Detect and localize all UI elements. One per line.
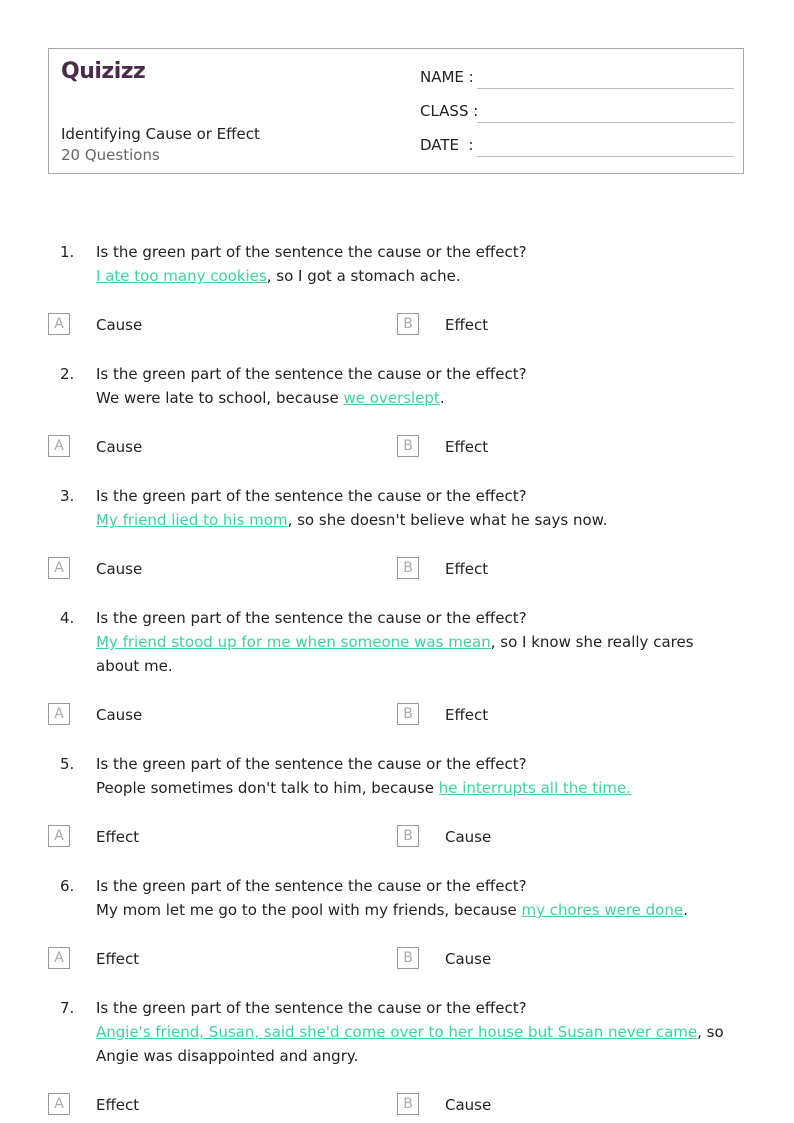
- sentence-post: .: [683, 901, 688, 919]
- date-field[interactable]: [420, 136, 734, 158]
- option-label: Effect: [445, 316, 489, 334]
- option-letter-box: A: [48, 825, 70, 847]
- option-label: Cause: [445, 828, 492, 846]
- option-letter-box: A: [48, 947, 70, 969]
- sentence-post: .: [439, 389, 445, 407]
- option-label: Cause: [96, 316, 143, 334]
- question-prompt: Is the green part of the sentence the cause or the effect?: [96, 487, 527, 505]
- option-label: Cause: [445, 1096, 492, 1114]
- option-label: Effect: [96, 950, 140, 968]
- question-number: 3.: [60, 487, 75, 505]
- option-letter-box: B: [397, 1093, 419, 1115]
- option-label: Effect: [96, 828, 140, 846]
- class-label: CLASS :: [420, 102, 479, 120]
- question-prompt: Is the green part of the sentence the cause or the effect?: [96, 877, 527, 895]
- option-letter-box: B: [397, 435, 419, 457]
- sentence-pre: People sometimes don't talk to him, because: [96, 779, 439, 797]
- date-line[interactable]: [477, 156, 734, 157]
- question-number: 7.: [60, 999, 75, 1017]
- highlighted-part: my chores were done: [521, 901, 684, 919]
- question-prompt: Is the green part of the sentence the cause or the effect?: [96, 609, 527, 627]
- option-letter-box: B: [397, 703, 419, 725]
- question-prompt: Is the green part of the sentence the cause or the effect?: [96, 999, 527, 1017]
- highlighted-part: My friend stood up for me when someone was mean: [96, 633, 491, 651]
- question-number: 1.: [60, 243, 75, 261]
- sentence-post: , so I got a stomach ache.: [266, 267, 461, 285]
- highlighted-part: we overslept: [343, 389, 440, 407]
- question-prompt: Is the green part of the sentence the cause or the effect?: [96, 365, 527, 383]
- sentence-pre: We were late to school, because: [96, 389, 344, 407]
- highlighted-part: My friend lied to his mom: [96, 511, 288, 529]
- question-text: [96, 874, 736, 922]
- sentence-post: , so Angie was disappointed and angry.: [96, 1023, 724, 1065]
- sentence-pre: My mom let me go to the pool with my friends, because: [96, 901, 522, 919]
- option-label: Effect: [96, 1096, 140, 1114]
- option-letter-box: A: [48, 435, 70, 457]
- option-letter-box: A: [48, 557, 70, 579]
- option-letter-box: A: [48, 1093, 70, 1115]
- highlighted-part: he interrupts all the time.: [438, 779, 631, 797]
- option-label: Cause: [445, 950, 492, 968]
- option-letter-box: B: [397, 825, 419, 847]
- question-text: [96, 362, 736, 410]
- question-text: [96, 606, 736, 678]
- class-line[interactable]: [477, 122, 734, 123]
- sentence-post: , so I know she really cares about me.: [96, 633, 694, 675]
- name-line[interactable]: [477, 88, 734, 89]
- option-label: Cause: [96, 706, 143, 724]
- question-text: [96, 996, 736, 1068]
- question-text: [96, 752, 736, 800]
- highlighted-part: I ate too many cookies: [96, 267, 267, 285]
- highlighted-part: Angie's friend, Susan, said she'd come over to her house but Susan never came: [96, 1023, 698, 1041]
- option-label: Effect: [445, 706, 489, 724]
- name-field[interactable]: [420, 68, 734, 90]
- option-label: Cause: [96, 560, 143, 578]
- option-letter-box: A: [48, 313, 70, 335]
- option-letter-box: B: [397, 313, 419, 335]
- question-count: 20 Questions: [61, 146, 160, 164]
- option-label: Effect: [445, 438, 489, 456]
- option-label: Effect: [445, 560, 489, 578]
- question-number: 6.: [60, 877, 75, 895]
- option-letter-box: A: [48, 703, 70, 725]
- question-text: [96, 484, 736, 532]
- name-label: NAME :: [420, 68, 474, 86]
- date-label: DATE :: [420, 136, 474, 154]
- quizizz-logo: Quizizz: [61, 59, 146, 84]
- question-prompt: Is the green part of the sentence the cause or the effect?: [96, 243, 527, 261]
- option-letter-box: B: [397, 557, 419, 579]
- sentence-post: , so she doesn't believe what he says now.: [287, 511, 608, 529]
- question-prompt: Is the green part of the sentence the cause or the effect?: [96, 755, 527, 773]
- question-number: 5.: [60, 755, 75, 773]
- class-field[interactable]: [420, 102, 734, 124]
- option-label: Cause: [96, 438, 143, 456]
- worksheet-header: [48, 48, 744, 174]
- question-text: [96, 240, 736, 288]
- question-number: 2.: [60, 365, 75, 383]
- option-letter-box: B: [397, 947, 419, 969]
- question-number: 4.: [60, 609, 75, 627]
- worksheet-title: Identifying Cause or Effect: [61, 125, 260, 143]
